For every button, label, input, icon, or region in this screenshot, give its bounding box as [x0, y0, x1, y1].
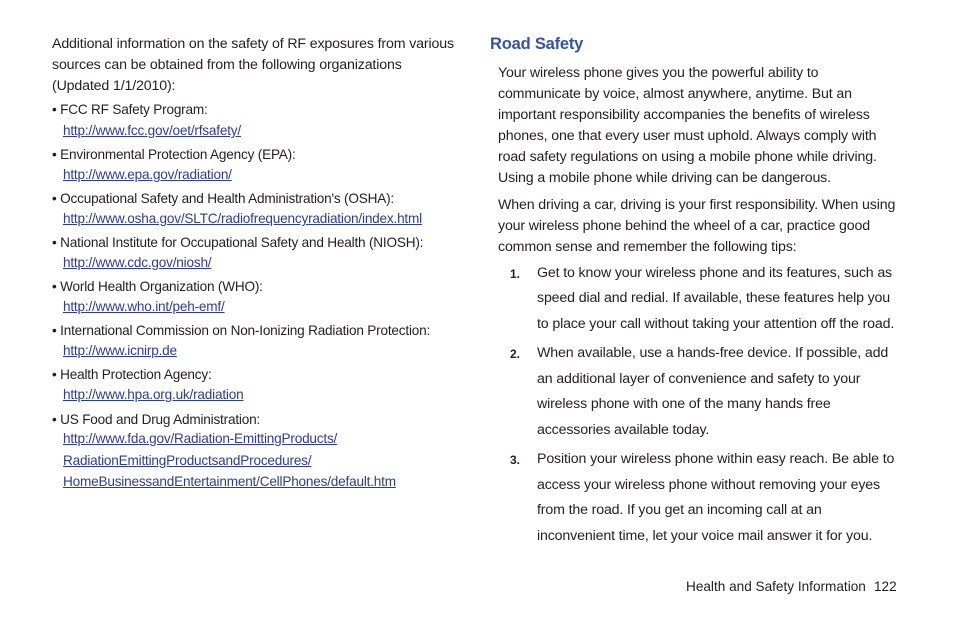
- org-fda-link[interactable]: http://www.fda.gov/Radiation-EmittingProducts/: [63, 431, 338, 446]
- org-fda-name: • US Food and Drug Administration:: [52, 412, 261, 427]
- tip-line: Position your wireless phone within easy reach. Be able to: [537, 451, 895, 467]
- org-osha-name: • Occupational Safety and Health Administration's (OSHA):: [52, 191, 395, 206]
- tip-number: 3.: [510, 453, 521, 467]
- org-hpa-name: • Health Protection Agency:: [52, 367, 212, 382]
- paragraph-line: common sense and remember the following tips:: [498, 239, 797, 255]
- org-fda-link[interactable]: HomeBusinessandEntertainment/CellPhones/default.htm: [63, 474, 396, 489]
- section-heading: Road Safety: [490, 35, 584, 53]
- org-niosh-link[interactable]: http://www.cdc.gov/niosh/: [63, 255, 212, 270]
- org-osha-link[interactable]: http://www.osha.gov/SLTC/radiofrequencyradiation/index.html: [63, 211, 422, 226]
- tip-line: accessories available today.: [537, 422, 710, 438]
- page-number: 122: [874, 579, 897, 594]
- tip-line: speed dial and redial. If available, these features help you: [537, 290, 891, 306]
- tip-line: from the road. If you get an incoming call at an: [537, 502, 822, 518]
- paragraph-line: important responsibility accompanies the benefits of wireless: [498, 107, 870, 123]
- tip-line: When available, use a hands-free device. If possible, add: [537, 345, 889, 361]
- tip-line: Get to know your wireless phone and its features, such as: [537, 265, 892, 281]
- paragraph-line: communicate by voice, almost anywhere, anytime. But an: [498, 86, 852, 102]
- org-who-link[interactable]: http://www.who.int/peh-emf/: [63, 299, 225, 314]
- org-hpa-link[interactable]: http://www.hpa.org.uk/radiation: [63, 387, 244, 402]
- org-epa-name: • Environmental Protection Agency (EPA):: [52, 147, 296, 162]
- intro-line: sources can be obtained from the following organizations: [52, 57, 402, 73]
- org-who-name: • World Health Organization (WHO):: [52, 279, 263, 294]
- tip-line: access your wireless phone without removing your eyes: [537, 477, 880, 493]
- tip-number: 1.: [510, 267, 521, 281]
- org-fcc-link[interactable]: http://www.fcc.gov/oet/rfsafety/: [63, 123, 241, 138]
- tip-line: to place your call without taking your attention off the road.: [537, 316, 895, 332]
- paragraph-line: When driving a car, driving is your first responsibility. When using: [498, 197, 896, 213]
- paragraph-line: phones, one that every user must uphold. Always comply with: [498, 128, 877, 144]
- org-fcc-name: • FCC RF Safety Program:: [52, 102, 208, 117]
- org-fda-link[interactable]: RadiationEmittingProductsandProcedures/: [63, 453, 312, 468]
- org-icnirp-link[interactable]: http://www.icnirp.de: [63, 343, 177, 358]
- org-icnirp-name: • International Commission on Non-Ionizing Radiation Protection:: [52, 323, 431, 338]
- intro-line: (Updated 1/1/2010):: [52, 78, 176, 94]
- org-niosh-name: • National Institute for Occupational Safety and Health (NIOSH):: [52, 235, 424, 250]
- intro-line: Additional information on the safety of RF exposures from various: [52, 36, 454, 52]
- paragraph-line: Your wireless phone gives you the powerful ability to: [498, 65, 819, 81]
- paragraph-line: your wireless phone behind the wheel of a car, practice good: [498, 218, 870, 234]
- org-epa-link[interactable]: http://www.epa.gov/radiation/: [63, 167, 232, 182]
- tip-number: 2.: [510, 347, 521, 361]
- tip-line: inconvenient time, let your voice mail answer it for you.: [537, 528, 873, 544]
- tip-line: wireless phone with one of the many hands free: [537, 396, 831, 412]
- paragraph-line: Using a mobile phone while driving can be dangerous.: [498, 170, 831, 186]
- footer-section-title: Health and Safety Information: [686, 579, 866, 594]
- tip-line: an additional layer of convenience and safety to your: [537, 371, 861, 387]
- paragraph-line: road safety regulations on using a mobile phone while driving.: [498, 149, 877, 165]
